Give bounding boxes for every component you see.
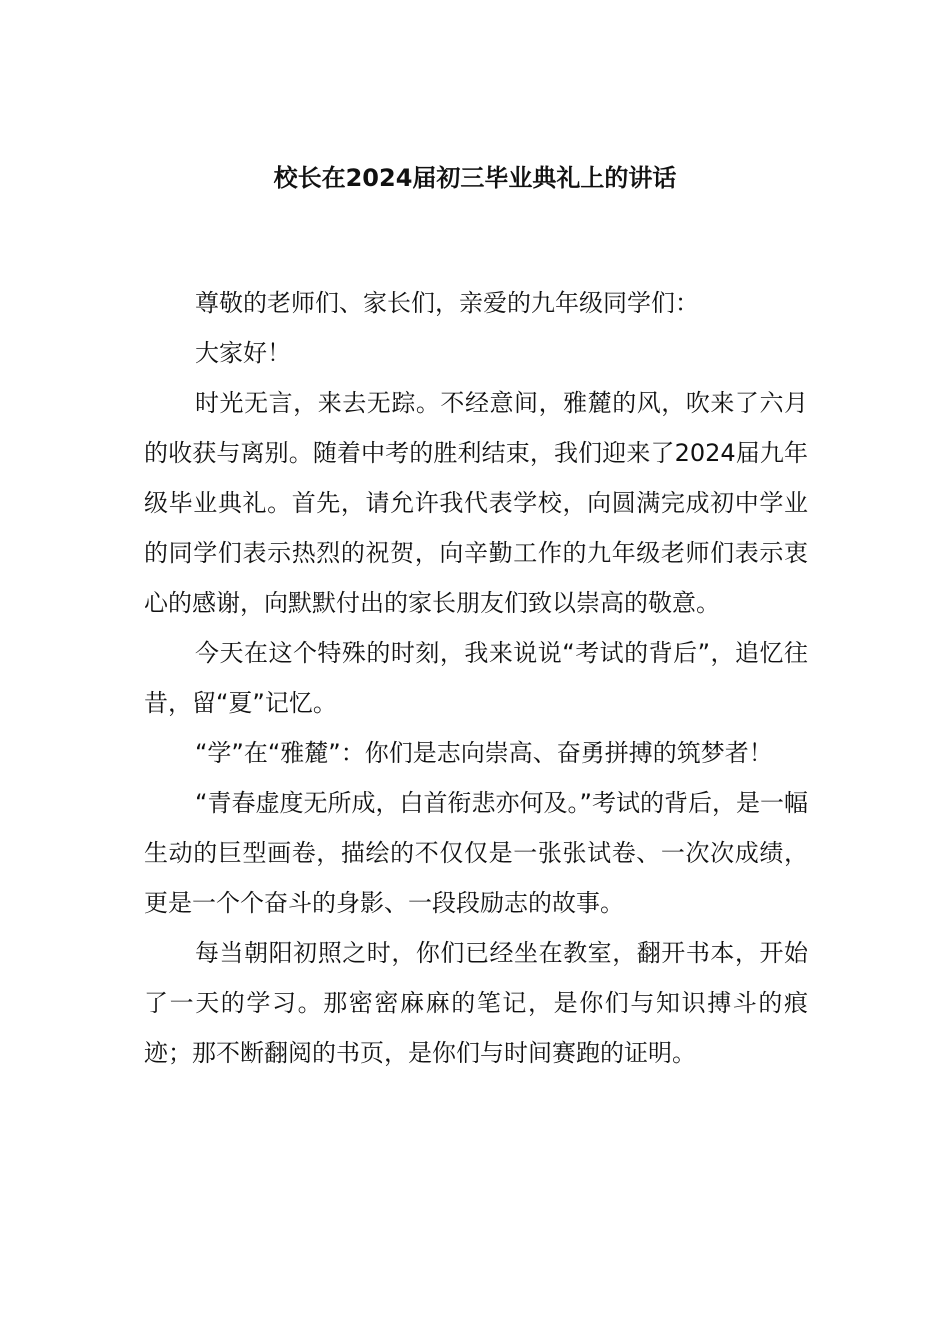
paragraph-morning-study: 每当朝阳初照之时，你们已经坐在教室，翻开书本，开始了一天的学习。那密密麻麻的笔记，是你们与知识搏斗的痕迹；那不断翻阅的书页，是你们与时间赛跑的证明。 bbox=[144, 939, 808, 1067]
paragraph-quote: “青春虚度无所成，白首衔悲亦何及。”考试的背后，是一幅生动的巨型画卷，描绘的不仅仅是一张张试卷、一次次成绩，更是一个个奋斗的身影、一段段励志的故事。 bbox=[144, 789, 808, 917]
document-title: 校长在2024届初三毕业典礼上的讲话 bbox=[273, 164, 677, 192]
document-body bbox=[144, 278, 808, 1078]
paragraph-topic: 今天在这个特殊的时刻，我来说说“考试的背后”，追忆往昔，留“夏”记忆。 bbox=[144, 639, 808, 717]
paragraph-greeting: 大家好！ bbox=[195, 339, 291, 367]
paragraph-section-heading: “学”在“雅麓”：你们是志向崇高、奋勇拼搏的筑梦者！ bbox=[195, 739, 773, 767]
paragraph-opening: 时光无言，来去无踪。不经意间，雅麓的风，吹来了六月的收获与离别。随着中考的胜利结束，我们迎来了2024届九年级毕业典礼。首先，请允许我代表学校，向圆满完成初中学业的同学们表示热烈的祝贺，向辛勤工作的九年级老师们表示衷心的感谢，向默默付出的家长朋友们致以崇高的敬意。 bbox=[144, 389, 808, 617]
paragraph-salutation: 尊敬的老师们、家长们，亲爱的九年级同学们： bbox=[195, 289, 699, 317]
